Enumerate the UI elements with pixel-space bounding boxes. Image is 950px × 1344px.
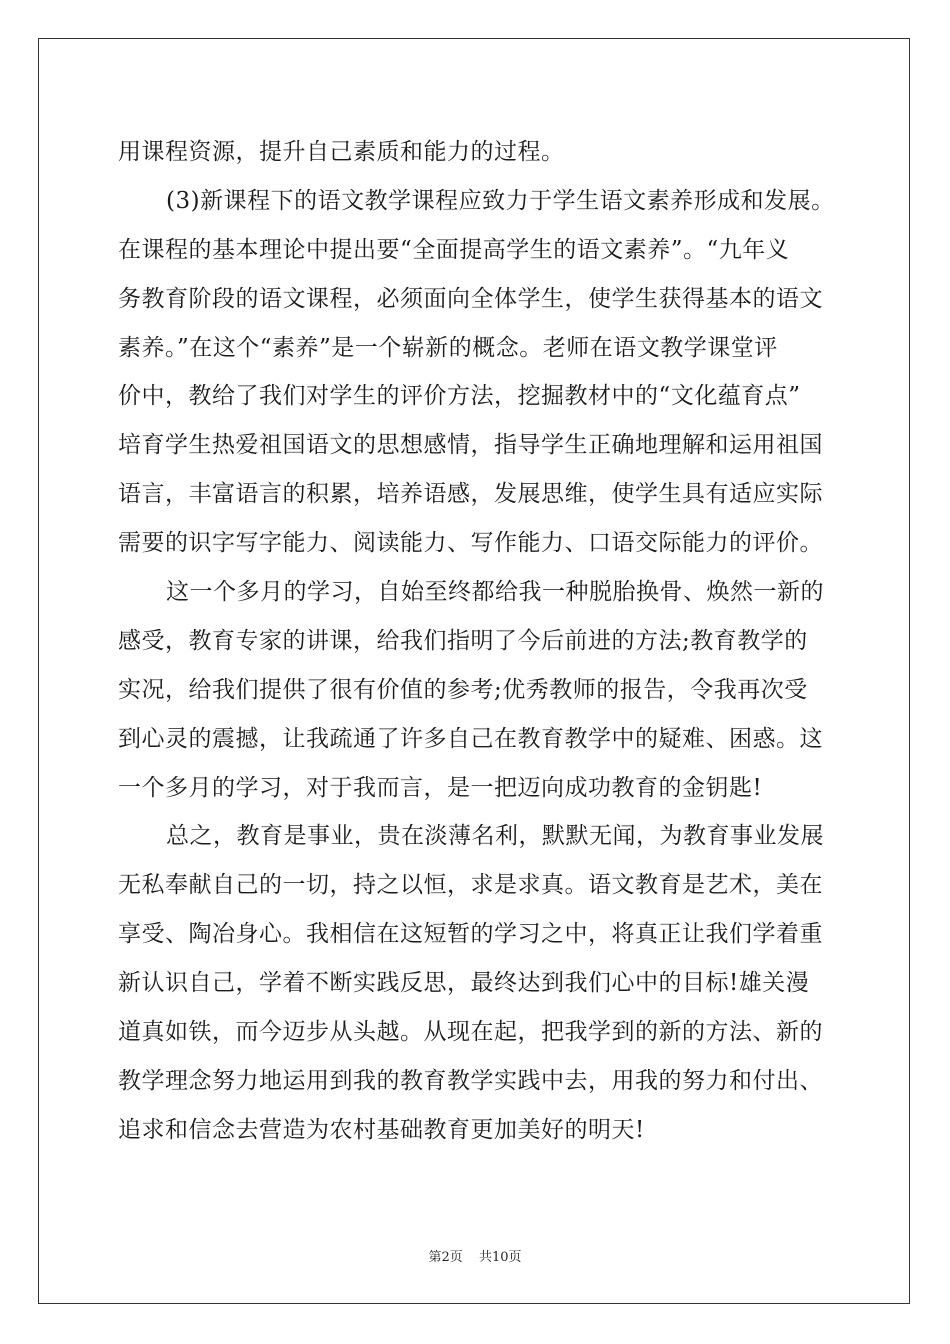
text-line: 需要的识字写字能力、阅读能力、写作能力、口语交际能力的评价。 xyxy=(118,530,823,557)
text-line: 素养。”在这个“素养”是一个崭新的概念。老师在语文教学课堂评 xyxy=(118,334,778,361)
text-line: 无私奉献自己的一切，持之以恒，求是求真。语文教育是艺术，美在 xyxy=(118,872,823,899)
text-line: 语言，丰富语言的积累，培养语感，发展思维，使学生具有适应实际 xyxy=(118,481,823,508)
text-line: 实况，给我们提供了很有价值的参考;优秀教师的报告，令我再次受 xyxy=(118,676,808,703)
text-line: 到心灵的震撼，让我疏通了许多自己在教育教学中的疑难、困惑。这 xyxy=(118,725,823,752)
current-page-label: 第2页 xyxy=(428,1250,463,1265)
text-line: 新认识自己，学着不断实践反思，最终达到我们心中的目标!雄关漫 xyxy=(118,970,810,997)
text-line: 价中，教给了我们对学生的评价方法，挖掘教材中的“文化蕴育点” xyxy=(118,383,801,410)
text-line: (3)新课程下的语文教学课程应致力于学生语文素养形成和发展。 xyxy=(166,187,835,214)
total-pages-label: 共10页 xyxy=(478,1250,522,1265)
text-line: 在课程的基本理论中提出要“全面提高学生的语文素养”。“九年义 xyxy=(118,236,790,263)
text-line: 享受、陶冶身心。我相信在这短暂的学习之中，将真正让我们学着重 xyxy=(118,921,823,948)
text-line: 这一个多月的学习，自始至终都给我一种脱胎换骨、焕然一新的 xyxy=(166,579,824,606)
text-line: 一个多月的学习，对于我而言，是一把迈向成功教育的金钥匙! xyxy=(118,774,763,801)
text-line: 总之，教育是事业，贵在淡薄名利，默默无闻，为教育事业发展 xyxy=(166,823,824,850)
text-line: 务教育阶段的语文课程，必须面向全体学生，使学生获得基本的语文 xyxy=(118,285,823,312)
text-line: 培育学生热爱祖国语文的思想感情，指导学生正确地理解和运用祖国 xyxy=(118,432,823,459)
text-line: 感受，教育专家的讲课，给我们指明了今后前进的方法;教育教学的 xyxy=(118,627,808,654)
text-line: 教学理念努力地运用到我的教育教学实践中去，用我的努力和付出、 xyxy=(118,1067,823,1094)
text-line: 追求和信念去营造为农村基础教育更加美好的明天! xyxy=(118,1116,645,1143)
body-text xyxy=(118,128,848,1155)
text-line: 道真如铁，而今迈步从头越。从现在起，把我学到的新的方法、新的 xyxy=(118,1019,823,1046)
text-line: 用课程资源，提升自己素质和能力的过程。 xyxy=(118,139,565,165)
page-footer xyxy=(0,1246,950,1265)
